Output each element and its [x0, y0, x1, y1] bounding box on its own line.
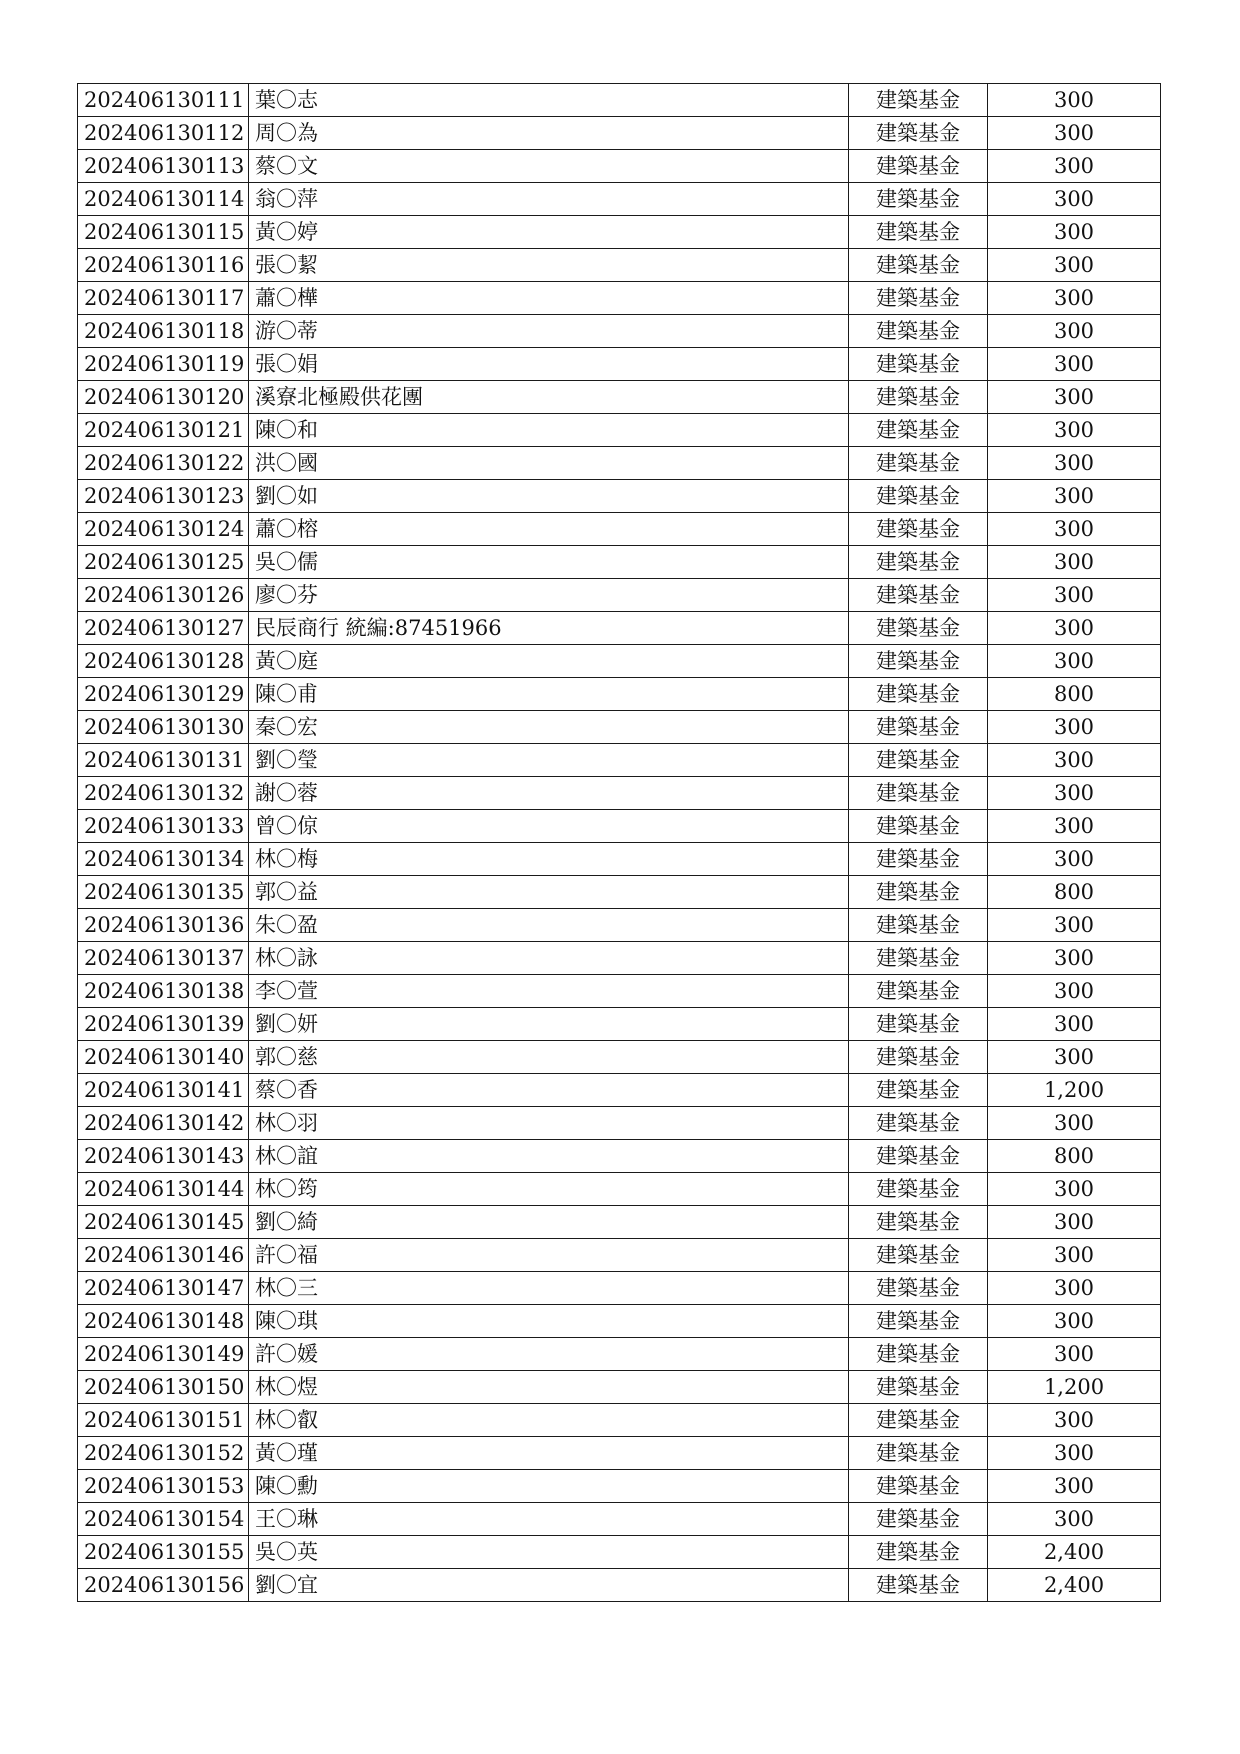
receipt-number-cell: 202406130154: [78, 1503, 249, 1536]
fund-type-cell: 建築基金: [849, 1041, 988, 1074]
donor-name-cell: 郭〇慈: [249, 1041, 849, 1074]
fund-type-cell: 建築基金: [849, 447, 988, 480]
table-row: [78, 381, 1161, 414]
fund-type-cell: 建築基金: [849, 1008, 988, 1041]
donor-name-cell: 陳〇勳: [249, 1470, 849, 1503]
table-row: [78, 117, 1161, 150]
donor-name-cell: 林〇筠: [249, 1173, 849, 1206]
donor-name-cell: 廖〇芬: [249, 579, 849, 612]
fund-type-cell: 建築基金: [849, 1206, 988, 1239]
donor-name-cell: 蕭〇榕: [249, 513, 849, 546]
receipt-number-cell: 202406130124: [78, 513, 249, 546]
receipt-number-cell: 202406130122: [78, 447, 249, 480]
fund-type-cell: 建築基金: [849, 150, 988, 183]
donor-name-cell: 王〇琳: [249, 1503, 849, 1536]
receipt-number-cell: 202406130115: [78, 216, 249, 249]
table-row: [78, 249, 1161, 282]
receipt-number-cell: 202406130134: [78, 843, 249, 876]
amount-cell: 300: [988, 216, 1161, 249]
table-row: [78, 480, 1161, 513]
donor-name-cell: 黃〇瑾: [249, 1437, 849, 1470]
table-row: [78, 579, 1161, 612]
amount-cell: 300: [988, 1404, 1161, 1437]
amount-cell: 300: [988, 150, 1161, 183]
table-row: [78, 1338, 1161, 1371]
receipt-number-cell: 202406130150: [78, 1371, 249, 1404]
receipt-number-cell: 202406130133: [78, 810, 249, 843]
table-row: [78, 216, 1161, 249]
amount-cell: 300: [988, 975, 1161, 1008]
amount-cell: 300: [988, 843, 1161, 876]
fund-type-cell: 建築基金: [849, 1371, 988, 1404]
receipt-number-cell: 202406130119: [78, 348, 249, 381]
fund-type-cell: 建築基金: [849, 711, 988, 744]
donor-name-cell: 民辰商行 統編:87451966: [249, 612, 849, 645]
fund-type-cell: 建築基金: [849, 678, 988, 711]
amount-cell: 300: [988, 612, 1161, 645]
amount-cell: 300: [988, 1206, 1161, 1239]
table-row: [78, 942, 1161, 975]
receipt-number-cell: 202406130137: [78, 942, 249, 975]
amount-cell: 300: [988, 546, 1161, 579]
table-row: [78, 1470, 1161, 1503]
amount-cell: 300: [988, 84, 1161, 117]
amount-cell: 300: [988, 348, 1161, 381]
receipt-number-cell: 202406130155: [78, 1536, 249, 1569]
receipt-number-cell: 202406130153: [78, 1470, 249, 1503]
donor-name-cell: 秦〇宏: [249, 711, 849, 744]
table-row: [78, 1437, 1161, 1470]
table-row: [78, 1239, 1161, 1272]
receipt-number-cell: 202406130140: [78, 1041, 249, 1074]
amount-cell: 300: [988, 1041, 1161, 1074]
amount-cell: 1,200: [988, 1074, 1161, 1107]
receipt-number-cell: 202406130121: [78, 414, 249, 447]
table-row: [78, 513, 1161, 546]
donor-name-cell: 周〇為: [249, 117, 849, 150]
fund-type-cell: 建築基金: [849, 315, 988, 348]
table-row: [78, 1173, 1161, 1206]
table-row: [78, 1371, 1161, 1404]
donor-name-cell: 曾〇倞: [249, 810, 849, 843]
amount-cell: 2,400: [988, 1569, 1161, 1602]
table-row: [78, 1107, 1161, 1140]
amount-cell: 300: [988, 414, 1161, 447]
receipt-number-cell: 202406130135: [78, 876, 249, 909]
donor-name-cell: 劉〇宜: [249, 1569, 849, 1602]
table-row: [78, 1569, 1161, 1602]
amount-cell: 300: [988, 117, 1161, 150]
fund-type-cell: 建築基金: [849, 282, 988, 315]
fund-type-cell: 建築基金: [849, 381, 988, 414]
donation-ledger: [77, 83, 1160, 1602]
table-row: [78, 1272, 1161, 1305]
receipt-number-cell: 202406130144: [78, 1173, 249, 1206]
table-row: [78, 678, 1161, 711]
table-row: [78, 1305, 1161, 1338]
amount-cell: 300: [988, 447, 1161, 480]
donor-name-cell: 黃〇庭: [249, 645, 849, 678]
table-row: [78, 612, 1161, 645]
donor-name-cell: 蔡〇文: [249, 150, 849, 183]
receipt-number-cell: 202406130151: [78, 1404, 249, 1437]
fund-type-cell: 建築基金: [849, 1470, 988, 1503]
amount-cell: 300: [988, 744, 1161, 777]
fund-type-cell: 建築基金: [849, 117, 988, 150]
receipt-number-cell: 202406130131: [78, 744, 249, 777]
amount-cell: 800: [988, 1140, 1161, 1173]
donor-name-cell: 吳〇儒: [249, 546, 849, 579]
amount-cell: 300: [988, 1107, 1161, 1140]
donor-name-cell: 葉〇志: [249, 84, 849, 117]
fund-type-cell: 建築基金: [849, 942, 988, 975]
donor-name-cell: 陳〇琪: [249, 1305, 849, 1338]
table-row: [78, 150, 1161, 183]
receipt-number-cell: 202406130127: [78, 612, 249, 645]
donor-name-cell: 陳〇甫: [249, 678, 849, 711]
receipt-number-cell: 202406130143: [78, 1140, 249, 1173]
donor-name-cell: 林〇梅: [249, 843, 849, 876]
donor-name-cell: 林〇煜: [249, 1371, 849, 1404]
table-row: [78, 1140, 1161, 1173]
fund-type-cell: 建築基金: [849, 579, 988, 612]
fund-type-cell: 建築基金: [849, 1404, 988, 1437]
fund-type-cell: 建築基金: [849, 414, 988, 447]
table-row: [78, 1404, 1161, 1437]
table-row: [78, 414, 1161, 447]
amount-cell: 300: [988, 711, 1161, 744]
table-row: [78, 645, 1161, 678]
table-row: [78, 909, 1161, 942]
amount-cell: 300: [988, 480, 1161, 513]
amount-cell: 300: [988, 249, 1161, 282]
fund-type-cell: 建築基金: [849, 810, 988, 843]
amount-cell: 300: [988, 777, 1161, 810]
amount-cell: 300: [988, 1338, 1161, 1371]
fund-type-cell: 建築基金: [849, 1140, 988, 1173]
fund-type-cell: 建築基金: [849, 1569, 988, 1602]
table-row: [78, 1041, 1161, 1074]
fund-type-cell: 建築基金: [849, 1107, 988, 1140]
table-row: [78, 975, 1161, 1008]
receipt-number-cell: 202406130145: [78, 1206, 249, 1239]
fund-type-cell: 建築基金: [849, 1305, 988, 1338]
receipt-number-cell: 202406130114: [78, 183, 249, 216]
donor-name-cell: 陳〇和: [249, 414, 849, 447]
donor-name-cell: 劉〇妍: [249, 1008, 849, 1041]
amount-cell: 300: [988, 1173, 1161, 1206]
fund-type-cell: 建築基金: [849, 1239, 988, 1272]
donor-name-cell: 劉〇如: [249, 480, 849, 513]
donor-name-cell: 劉〇瑩: [249, 744, 849, 777]
receipt-number-cell: 202406130111: [78, 84, 249, 117]
donor-name-cell: 許〇媛: [249, 1338, 849, 1371]
receipt-number-cell: 202406130129: [78, 678, 249, 711]
table-row: [78, 183, 1161, 216]
donor-name-cell: 蔡〇香: [249, 1074, 849, 1107]
receipt-number-cell: 202406130146: [78, 1239, 249, 1272]
fund-type-cell: 建築基金: [849, 1272, 988, 1305]
amount-cell: 300: [988, 579, 1161, 612]
table-row: [78, 1536, 1161, 1569]
donor-name-cell: 蕭〇樺: [249, 282, 849, 315]
receipt-number-cell: 202406130139: [78, 1008, 249, 1041]
amount-cell: 300: [988, 1305, 1161, 1338]
amount-cell: 1,200: [988, 1371, 1161, 1404]
fund-type-cell: 建築基金: [849, 513, 988, 546]
receipt-number-cell: 202406130147: [78, 1272, 249, 1305]
fund-type-cell: 建築基金: [849, 84, 988, 117]
fund-type-cell: 建築基金: [849, 1536, 988, 1569]
receipt-number-cell: 202406130117: [78, 282, 249, 315]
table-row: [78, 84, 1161, 117]
donor-name-cell: 黃〇婷: [249, 216, 849, 249]
receipt-number-cell: 202406130130: [78, 711, 249, 744]
table-row: [78, 744, 1161, 777]
donor-name-cell: 李〇萱: [249, 975, 849, 1008]
amount-cell: 300: [988, 909, 1161, 942]
donor-name-cell: 林〇羽: [249, 1107, 849, 1140]
donor-name-cell: 游〇蒂: [249, 315, 849, 348]
fund-type-cell: 建築基金: [849, 183, 988, 216]
table-row: [78, 1503, 1161, 1536]
donor-name-cell: 謝〇蓉: [249, 777, 849, 810]
donor-name-cell: 林〇詠: [249, 942, 849, 975]
fund-type-cell: 建築基金: [849, 348, 988, 381]
donor-name-cell: 張〇娟: [249, 348, 849, 381]
amount-cell: 300: [988, 1008, 1161, 1041]
receipt-number-cell: 202406130112: [78, 117, 249, 150]
amount-cell: 300: [988, 1239, 1161, 1272]
amount-cell: 300: [988, 1470, 1161, 1503]
amount-cell: 300: [988, 315, 1161, 348]
fund-type-cell: 建築基金: [849, 1503, 988, 1536]
receipt-number-cell: 202406130136: [78, 909, 249, 942]
amount-cell: 300: [988, 282, 1161, 315]
fund-type-cell: 建築基金: [849, 1338, 988, 1371]
receipt-number-cell: 202406130142: [78, 1107, 249, 1140]
table-row: [78, 447, 1161, 480]
donor-name-cell: 張〇絜: [249, 249, 849, 282]
fund-type-cell: 建築基金: [849, 876, 988, 909]
receipt-number-cell: 202406130113: [78, 150, 249, 183]
amount-cell: 300: [988, 381, 1161, 414]
table-row: [78, 810, 1161, 843]
amount-cell: 300: [988, 810, 1161, 843]
receipt-number-cell: 202406130128: [78, 645, 249, 678]
receipt-number-cell: 202406130132: [78, 777, 249, 810]
fund-type-cell: 建築基金: [849, 744, 988, 777]
receipt-number-cell: 202406130149: [78, 1338, 249, 1371]
fund-type-cell: 建築基金: [849, 546, 988, 579]
table-row: [78, 1206, 1161, 1239]
donor-name-cell: 翁〇萍: [249, 183, 849, 216]
amount-cell: 300: [988, 1437, 1161, 1470]
amount-cell: 300: [988, 942, 1161, 975]
table-row: [78, 876, 1161, 909]
receipt-number-cell: 202406130120: [78, 381, 249, 414]
donor-name-cell: 林〇三: [249, 1272, 849, 1305]
amount-cell: 300: [988, 645, 1161, 678]
amount-cell: 300: [988, 1503, 1161, 1536]
receipt-number-cell: 202406130148: [78, 1305, 249, 1338]
fund-type-cell: 建築基金: [849, 1173, 988, 1206]
fund-type-cell: 建築基金: [849, 975, 988, 1008]
receipt-number-cell: 202406130123: [78, 480, 249, 513]
table-row: [78, 348, 1161, 381]
table-row: [78, 1008, 1161, 1041]
fund-type-cell: 建築基金: [849, 645, 988, 678]
amount-cell: 300: [988, 1272, 1161, 1305]
fund-type-cell: 建築基金: [849, 612, 988, 645]
amount-cell: 800: [988, 876, 1161, 909]
receipt-number-cell: 202406130116: [78, 249, 249, 282]
donor-name-cell: 林〇叡: [249, 1404, 849, 1437]
receipt-number-cell: 202406130138: [78, 975, 249, 1008]
ledger-body: [78, 84, 1161, 1602]
fund-type-cell: 建築基金: [849, 480, 988, 513]
receipt-number-cell: 202406130152: [78, 1437, 249, 1470]
fund-type-cell: 建築基金: [849, 909, 988, 942]
table-row: [78, 282, 1161, 315]
donor-name-cell: 郭〇益: [249, 876, 849, 909]
donor-name-cell: 溪寮北極殿供花團: [249, 381, 849, 414]
ledger-table: [77, 83, 1161, 1602]
donor-name-cell: 許〇福: [249, 1239, 849, 1272]
amount-cell: 300: [988, 513, 1161, 546]
receipt-number-cell: 202406130126: [78, 579, 249, 612]
table-row: [78, 546, 1161, 579]
donor-name-cell: 洪〇國: [249, 447, 849, 480]
donor-name-cell: 吳〇英: [249, 1536, 849, 1569]
table-row: [78, 711, 1161, 744]
fund-type-cell: 建築基金: [849, 843, 988, 876]
table-row: [78, 777, 1161, 810]
fund-type-cell: 建築基金: [849, 216, 988, 249]
amount-cell: 300: [988, 183, 1161, 216]
fund-type-cell: 建築基金: [849, 249, 988, 282]
receipt-number-cell: 202406130141: [78, 1074, 249, 1107]
amount-cell: 800: [988, 678, 1161, 711]
receipt-number-cell: 202406130118: [78, 315, 249, 348]
receipt-number-cell: 202406130125: [78, 546, 249, 579]
donor-name-cell: 朱〇盈: [249, 909, 849, 942]
amount-cell: 2,400: [988, 1536, 1161, 1569]
table-row: [78, 843, 1161, 876]
fund-type-cell: 建築基金: [849, 1074, 988, 1107]
table-row: [78, 1074, 1161, 1107]
donor-name-cell: 林〇誼: [249, 1140, 849, 1173]
donor-name-cell: 劉〇綺: [249, 1206, 849, 1239]
receipt-number-cell: 202406130156: [78, 1569, 249, 1602]
fund-type-cell: 建築基金: [849, 777, 988, 810]
fund-type-cell: 建築基金: [849, 1437, 988, 1470]
table-row: [78, 315, 1161, 348]
